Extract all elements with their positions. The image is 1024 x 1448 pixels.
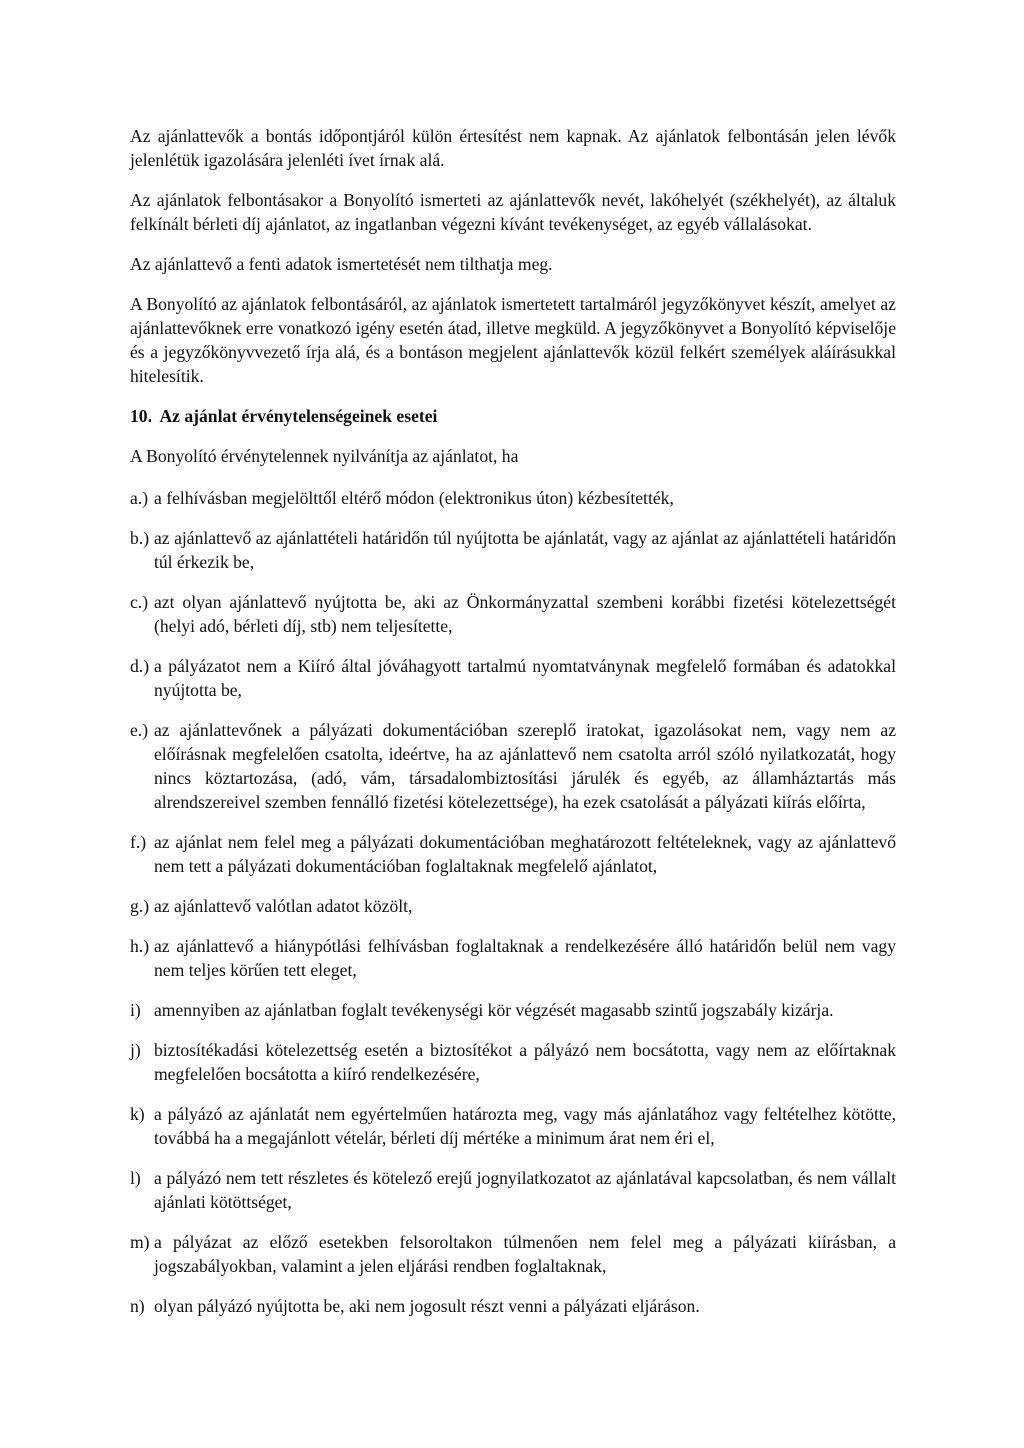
list-item — [130, 718, 896, 814]
list-marker: i) — [130, 1000, 141, 1020]
list-marker: h.) — [130, 936, 150, 956]
list-marker: d.) — [130, 656, 150, 676]
paragraph-opening-procedure: Az ajánlatok felbontásakor a Bonyolító ismerteti az ajánlattevők nevét, lakóhelyét (székhelyét), az általuk felkínált bérleti díj ajánlatot, az ingatlanban végezni kívánt tevékenységet, az egyéb vállalásokat. — [130, 190, 896, 234]
list-item-text: az ajánlattevő valótlan adatot közölt, — [154, 896, 413, 916]
list-marker: c.) — [130, 592, 149, 612]
list-item — [130, 1166, 896, 1214]
invalidity-list — [130, 486, 896, 1318]
list-marker: b.) — [130, 528, 150, 548]
list-item — [130, 998, 896, 1022]
list-item-text: az ajánlattevő a hiánypótlási felhívásban foglaltaknak a rendelkezésére álló határidőn belül nem vagy nem teljes körűen tett eleget, — [154, 936, 896, 980]
list-item-text: amennyiben az ajánlatban foglalt tevékenységi kör végzését magasabb szintű jogszabály kizárja. — [154, 1000, 834, 1020]
list-item — [130, 830, 896, 878]
section-number: 10. — [130, 406, 152, 426]
paragraph-no-prohibition: Az ajánlattevő a fenti adatok ismertetését nem tilthatja meg. — [130, 254, 553, 274]
list-marker: j) — [130, 1040, 141, 1060]
list-item — [130, 590, 896, 638]
list-marker: n) — [130, 1296, 145, 1316]
section-heading — [130, 404, 896, 428]
list-marker: l) — [130, 1168, 141, 1188]
list-marker: e.) — [130, 720, 149, 740]
list-item-text: az ajánlattevőnek a pályázati dokumentációban szereplő iratokat, igazolásokat nem, vagy nem az előírásnak megfelelően csatolta, ideértve, ha az ajánlattevő nem csatolta arról szóló nyilatkozatát, hogy nincs köztartozása, (adó, vám, társadalombiztosítási járulék és egyéb, az államháztartás más alrendszereivel szemben fennálló fizetési kötelezettsége), ha ezek csatolását a pályázati kiírás előírta, — [154, 720, 896, 812]
section-title: Az ajánlat érvénytelenségeinek esetei — [159, 406, 438, 426]
list-item-text: a felhívásban megjelölttől eltérő módon (elektronikus úton) kézbesítették, — [154, 488, 674, 508]
list-item-text: a pályázó az ajánlatát nem egyértelműen határozta meg, vagy más ajánlatához vagy feltételhez kötötte, továbbá ha a megajánlott vételár, bérleti díj mértéke a minimum árat nem éri el, — [154, 1104, 896, 1148]
list-marker: f.) — [130, 832, 147, 852]
paragraph-opening-notice: Az ajánlattevők a bontás időpontjáról külön értesítést nem kapnak. Az ajánlatok felbontásán jelen lévők jelenlétük igazolására jelenléti ívet írnak alá. — [130, 126, 896, 170]
list-item — [130, 1038, 896, 1086]
list-item — [130, 486, 896, 510]
list-item — [130, 934, 896, 982]
list-item-text: biztosítékadási kötelezettség esetén a biztosítékot a pályázó nem bocsátotta, vagy nem az előírtaknak megfelelően bocsátotta a kiíró rendelkezésére, — [154, 1040, 896, 1084]
list-item — [130, 1230, 896, 1278]
list-item — [130, 654, 896, 702]
section-intro: A Bonyolító érvénytelennek nyilvánítja az ajánlatot, ha — [130, 446, 519, 466]
list-item — [130, 894, 896, 918]
list-item-text: a pályázatot nem a Kiíró által jóváhagyott tartalmú nyomtatványnak megfelelő formában és adatokkal nyújtotta be, — [154, 656, 896, 700]
list-marker: k) — [130, 1104, 145, 1124]
list-item-text: az ajánlat nem felel meg a pályázati dokumentációban meghatározott feltételeknek, vagy az ajánlattevő nem tett a pályázati dokumentációban foglaltaknak megfelelő ajánlatot, — [154, 832, 896, 876]
paragraph-minutes: A Bonyolító az ajánlatok felbontásáról, az ajánlatok ismertetett tartalmáról jegyzőkönyvet készít, amelyet az ajánlattevőknek erre vonatkozó igény esetén átad, illetve megküld. A jegyzőkönyvet a Bonyolító képviselője és a jegyzőkönyvvezető írja alá, és a bontáson megjelent ajánlattevők közül felkért személyek aláírásukkal hitelesítik. — [130, 294, 896, 386]
list-item-text: az ajánlattevő az ajánlattételi határidőn túl nyújtotta be ajánlatát, vagy az ajánlat az ajánlattételi határidőn túl érkezik be, — [154, 528, 896, 572]
list-item — [130, 1102, 896, 1150]
list-marker: m) — [130, 1232, 150, 1252]
list-item-text: a pályázat az előző esetekben felsoroltakon túlmenően nem felel meg a pályázati kiírásban, a jogszabályokban, valamint a jelen eljárási rendben foglaltaknak, — [154, 1232, 896, 1276]
list-item — [130, 1294, 896, 1318]
list-item-text: a pályázó nem tett részletes és kötelező erejű jognyilatkozatot az ajánlatával kapcsolatban, és nem vállalt ajánlati kötöttséget, — [154, 1168, 896, 1212]
list-item-text: azt olyan ajánlattevő nyújtotta be, aki az Önkormányzattal szembeni korábbi fizetési kötelezettségét (helyi adó, bérleti díj, stb) nem teljesítette, — [154, 592, 896, 636]
list-marker: g.) — [130, 896, 150, 916]
list-item-text: olyan pályázó nyújtotta be, aki nem jogosult részt venni a pályázati eljáráson. — [154, 1296, 700, 1316]
list-marker: a.) — [130, 488, 149, 508]
list-item — [130, 526, 896, 574]
